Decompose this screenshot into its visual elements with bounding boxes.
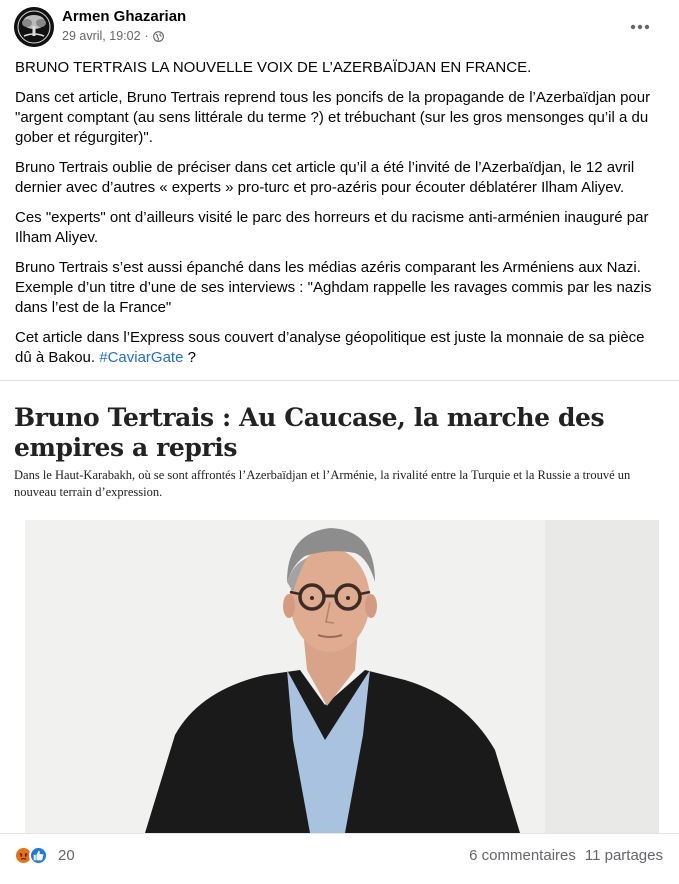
author-name[interactable]: Armen Ghazarian — [62, 8, 187, 25]
tree-logo-icon — [14, 7, 54, 47]
hashtag-link[interactable]: #CaviarGate — [99, 349, 184, 366]
globe-icon[interactable] — [153, 31, 164, 42]
post-paragraph: Ces "experts" ont d’ailleurs visité le parc des horreurs et du racisme anti-arménien inauguré par Ilham Aliyev. — [15, 209, 649, 246]
more-options-button[interactable] — [626, 13, 654, 41]
more-options-icon — [630, 24, 650, 30]
post-paragraph: Bruno Tertrais oublie de préciser dans cet article qu’il a été l’invité de l’Azerbaïdjan, le 12 avril dernier avec d’autres « experts » pro-turc et pro-azéris pour écouter déblatérer Ilham Aliyev. — [15, 159, 635, 196]
avatar[interactable] — [14, 7, 54, 47]
post-paragraph: Bruno Tertrais s’est aussi épanché dans les médias azéris comparant les Arméniens aux Nazi. Exemple d’un titre d’une de ses interviews : "Aghdam rappelle les ravages commis par les nazis dans l’est de la France" — [15, 259, 652, 316]
post-paragraph: Dans cet article, Bruno Tertrais reprend tous les poncifs de la propagande de l’Azerbaïdjan pour "argent comptant (au sens littérale du terme ?) et trébuchant (sur les gros mensonges qu’il a du gober et régurgiter)". — [15, 89, 651, 146]
preview-title: Bruno Tertrais : Au Caucase, la marche des empires a repris — [14, 403, 605, 462]
post-meta — [62, 29, 164, 43]
link-preview[interactable] — [0, 381, 679, 833]
article-photo — [25, 520, 659, 833]
last-paragraph-text: Cet article dans l’Express sous couvert d’analyse géopolitique est juste la monnaie de sa pièce dû à Bakou. — [15, 329, 645, 366]
reactions[interactable] — [14, 846, 75, 865]
portrait-image — [25, 520, 659, 833]
reaction-count: 20 — [58, 847, 75, 864]
post-header — [0, 0, 679, 52]
post-paragraph-last — [15, 328, 665, 368]
post-paragraph: BRUNO TERTRAIS LA NOUVELLE VOIX DE L’AZERBAÏDJAN EN FRANCE. — [15, 59, 532, 76]
shares-count[interactable]: 11 partages — [584, 847, 663, 864]
post-date[interactable]: 29 avril, 19:02 — [62, 29, 141, 43]
post-stats — [469, 847, 663, 864]
like-icon — [29, 846, 48, 865]
meta-separator: · — [144, 29, 149, 43]
post-text — [15, 58, 665, 398]
post-footer — [0, 833, 679, 884]
preview-subtitle: Dans le Haut-Karabakh, où se sont affrontés l’Azerbaïdjan et l’Arménie, la rivalité entre la Turquie et la Russie a trouvé un nouveau terrain d’expression. — [14, 468, 631, 499]
comments-count[interactable]: 6 commentaires — [469, 847, 576, 864]
last-paragraph-end: ? — [183, 349, 196, 366]
